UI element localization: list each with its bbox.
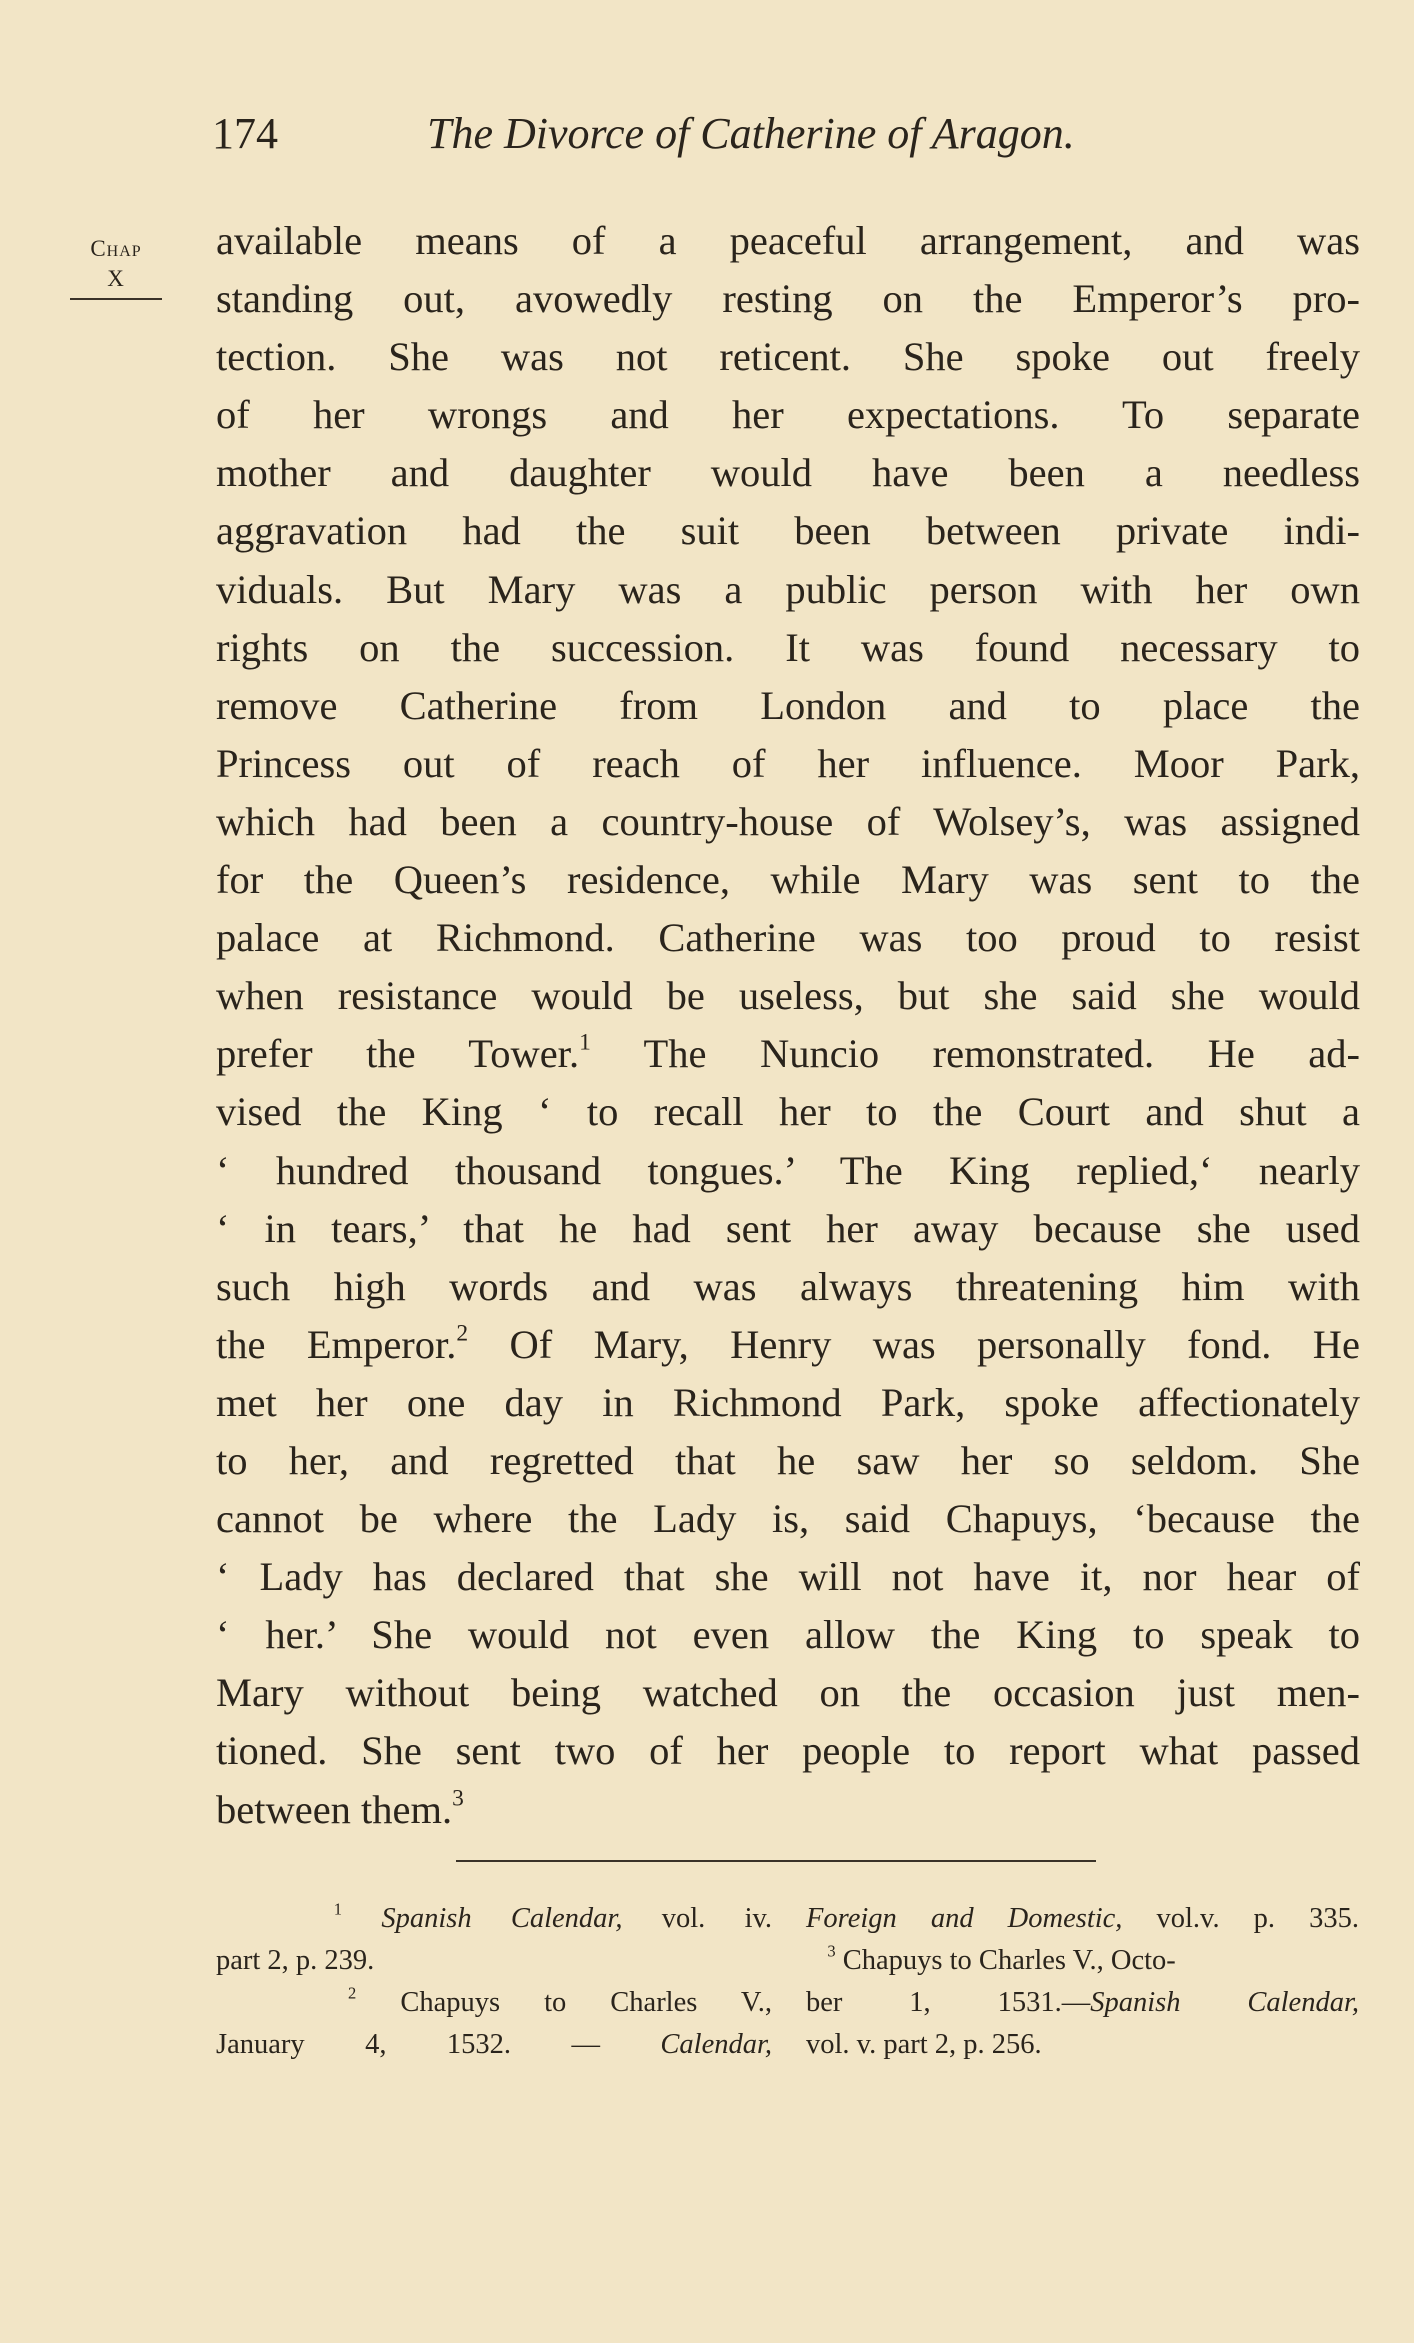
- footnote-text: vol. iv.: [661, 1903, 773, 1934]
- footnote-line: [806, 1940, 1359, 1982]
- footnote-text: part 2, p. 239.: [216, 1945, 375, 1976]
- footnote-text: Foreign and Domestic,: [806, 1903, 1123, 1934]
- footnote-text: V.,: [740, 1987, 773, 2018]
- chapter-rule: [70, 298, 162, 300]
- text-line: [216, 1025, 1360, 1083]
- text-line: met her one day in Richmond Park, spoke affectionately: [216, 1379, 1360, 1425]
- text-line: vised the King ‘ to recall her to the Court and shut a: [216, 1089, 1360, 1135]
- footnote-number: 2: [348, 1983, 357, 2003]
- text-line: when resistance would be useless, but she said she would: [216, 973, 1360, 1019]
- text-segment: between them.: [216, 1786, 453, 1832]
- text-line: remove Catherine from London and to place the: [216, 682, 1360, 728]
- footnote-number: 1: [333, 1899, 343, 1919]
- footnote-separator: [456, 1860, 1096, 1862]
- text-line: Mary without being watched on the occasion just men-: [216, 1670, 1360, 1716]
- chapter-label: Chap: [90, 236, 142, 261]
- footnote-text: 1532. —: [446, 2029, 600, 2060]
- text-segment: The Nuncio remonstrated. He ad-: [590, 1031, 1360, 1077]
- footnote-text: Calendar,: [660, 2029, 773, 2060]
- text-line: viduals. But Mary was a public person with her own: [216, 566, 1360, 612]
- text-line: aggravation had the suit been between private indi-: [216, 508, 1360, 554]
- footnote-line: [806, 1982, 1359, 2024]
- footnote-text: Spanish Calendar,: [1090, 1987, 1359, 2018]
- chapter-marginal-note: [66, 234, 166, 300]
- footnote-line: [216, 1898, 772, 1940]
- chapter-number: X: [107, 266, 125, 291]
- text-line: [216, 1781, 1360, 1839]
- footnote-line: [216, 1940, 772, 1982]
- footnote-text: Spanish: [381, 1903, 472, 1934]
- footnote-ref: 2: [456, 1320, 469, 1347]
- text-line: of her wrongs and her expectations. To separate: [216, 392, 1360, 438]
- footnote-text: Charles: [610, 1987, 698, 2018]
- footnote-text: ber 1, 1531.—: [806, 1987, 1091, 2018]
- text-line: cannot be where the Lady is, said Chapuys, ‘because the: [216, 1496, 1360, 1542]
- footnote-ref: 3: [452, 1784, 464, 1811]
- text-line: mother and daughter would have been a needless: [216, 450, 1360, 496]
- page-number: 174: [212, 109, 278, 158]
- footnote-text: January: [216, 2029, 305, 2060]
- text-line: ‘ hundred thousand tongues.’ The King replied,‘ nearly: [216, 1147, 1360, 1193]
- footnote-line: [806, 1898, 1359, 1940]
- body-text: [216, 212, 1360, 1839]
- text-line: rights on the succession. It was found necessary to: [216, 624, 1360, 670]
- text-line: ‘ in tears,’ that he had sent her away because she used: [216, 1205, 1360, 1251]
- footnote-ref: 1: [579, 1029, 591, 1056]
- footnote-text: Chapuys to Charles V., Octo-: [842, 1945, 1176, 1976]
- text-line: such high words and was always threatening him with: [216, 1263, 1360, 1309]
- footnote-text: 4,: [365, 2029, 387, 2060]
- text-segment: prefer the Tower.: [216, 1031, 580, 1077]
- text-segment: Of Mary, Henry was personally fond. He: [468, 1321, 1360, 1367]
- text-line: tioned. She sent two of her people to report what passed: [216, 1728, 1360, 1774]
- text-line: available means of a peaceful arrangement, and was: [216, 218, 1360, 263]
- text-line: [216, 1316, 1360, 1374]
- footnotes-left-column: [216, 1898, 772, 2066]
- text-line: which had been a country-house of Wolsey’s, was assigned: [216, 798, 1360, 844]
- text-line: palace at Richmond. Catherine was too proud to resist: [216, 915, 1360, 961]
- text-line: tection. She was not reticent. She spoke out freely: [216, 334, 1360, 380]
- text-line: for the Queen’s residence, while Mary was sent to the: [216, 857, 1360, 903]
- footnote-number: 3: [827, 1941, 836, 1961]
- footnote-text: Calendar,: [510, 1903, 623, 1934]
- text-line: ‘ her.’ She would not even allow the King to speak to: [216, 1612, 1360, 1658]
- footnote-line: [216, 2024, 772, 2066]
- footnotes-right-column: [806, 1898, 1359, 2066]
- text-line: Princess out of reach of her influence. Moor Park,: [216, 740, 1360, 786]
- text-line: to her, and regretted that he saw her so seldom. She: [216, 1437, 1360, 1483]
- footnote-text: vol. v. part 2, p. 256.: [806, 2029, 1042, 2060]
- footnote-text: to: [544, 1987, 567, 2018]
- running-title: The Divorce of Catherine of Aragon.: [427, 109, 1075, 158]
- footnote-line: [806, 2024, 1359, 2066]
- text-line: ‘ Lady has declared that she will not have it, nor hear of: [216, 1554, 1360, 1600]
- running-header: [212, 108, 1212, 168]
- footnote-text: Chapuys: [400, 1987, 501, 2018]
- footnote-line: [216, 1982, 772, 2024]
- footnote-text: vol.v. p. 335.: [1156, 1903, 1359, 1934]
- text-segment: the Emperor.: [216, 1321, 457, 1367]
- text-line: standing out, avowedly resting on the Emperor’s pro-: [216, 276, 1360, 322]
